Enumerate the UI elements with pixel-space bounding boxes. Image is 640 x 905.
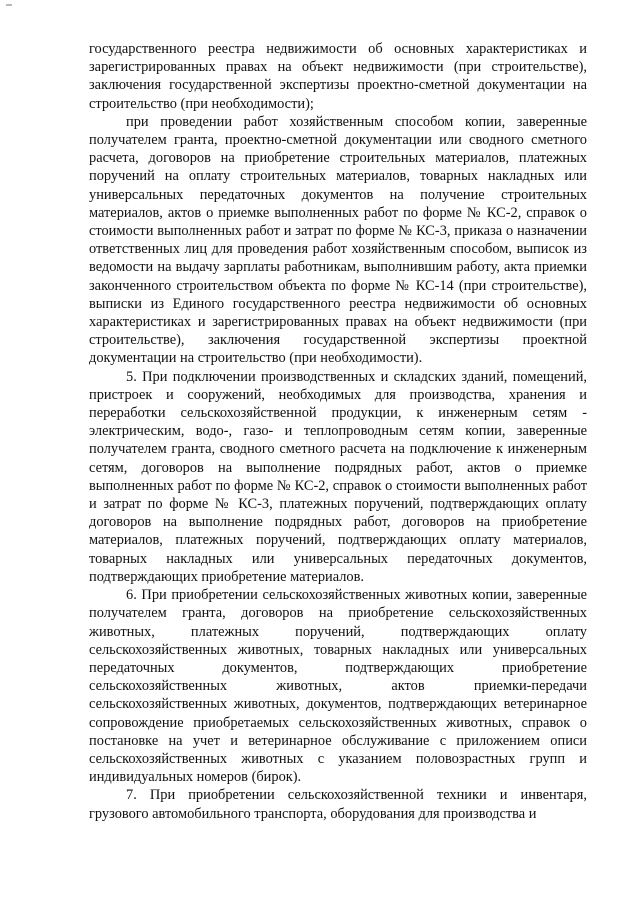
paragraph-continuation: государственного реестра недвижимости об основных характеристиках и зарегистрированных правах на объект недвижимости (при строительстве), заключения государственной экспертизы проектно-сметной документации на строительство (при необходимости);: [89, 41, 587, 112]
paragraph-item-6-livestock: 6. При приобретении сельскохозяйственных животных копии, заверенные получателем гранта, договоров на приобретение сельскохозяйственных животных, платежных поручений, подтверждающих оплату сельскохозяйственных животных, товарных накладных или универсальных передаточных документов, подтверждающих приобретение сельскохозяйственных животных, актов приемки-передачи сельскохозяйственных животных, документов, подтверждающих ветеринарное сопровождение приобретаемых сельскохозяйственных животных, справок о постановке на учет и ветеринарное обслуживание с приложением описи сельскохозяйственных животных с указанием половозрастных групп и индивидуальных номеров (бирок).: [89, 587, 587, 786]
paragraph-household-method: при проведении работ хозяйственным способом копии, заверенные получателем гранта, проектно-сметной документации или сводного сметного расчета, договоров на приобретение строительных материалов, платежных поручений на оплату строительных материалов, товарных накладных или универсальных передаточных документов на получение строительных материалов, актов о приемке выполненных работ по форме № КС-2, справок о стоимости выполненных работ и затрат по форме № КС-3, приказа о назначении ответственных лиц для проведения работ хозяйственным способом, выписок из ведомости на выдачу зарплаты работникам, выполнившим работу, акта приемки законченного строительством объекта по форме № КС-14 (при строительстве), выписки из Единого государственного реестра недвижимости об основных характеристиках и зарегистрированных правах на объект недвижимости (при строительстве), заключения государственной экспертизы проектной документации на строительство (при необходимости).: [89, 113, 587, 367]
paragraph-item-7-equipment: 7. При приобретении сельскохозяйственной техники и инвентаря, грузового автомобильного транспорта, оборудования для производства и: [89, 787, 587, 822]
document-body: [89, 40, 587, 823]
paragraph-item-5-utility-networks: 5. При подключении производственных и складских зданий, помещений, пристроек и сооружений, необходимых для производства, хранения и переработки сельскохозяйственной продукции, к инженерным сетям - электрическим, водо-, газо- и теплопроводным сетям копии, заверенные получателем гранта, сводного сметного расчета на подключение к инженерным сетям, договоров на выполнение подрядных работ, актов о приемке выполненных работ по форме № КС-2, справок о стоимости выполненных работ и затрат по форме № КС-3, платежных поручений, подтверждающих оплату договоров на выполнение подрядных работ, договоров на приобретение материалов, платежных поручений, подтверждающих оплату материалов, товарных накладных или универсальных передаточных документов, подтверждающих приобретение материалов.: [89, 368, 587, 585]
scan-corner-mark: [6, 4, 12, 6]
